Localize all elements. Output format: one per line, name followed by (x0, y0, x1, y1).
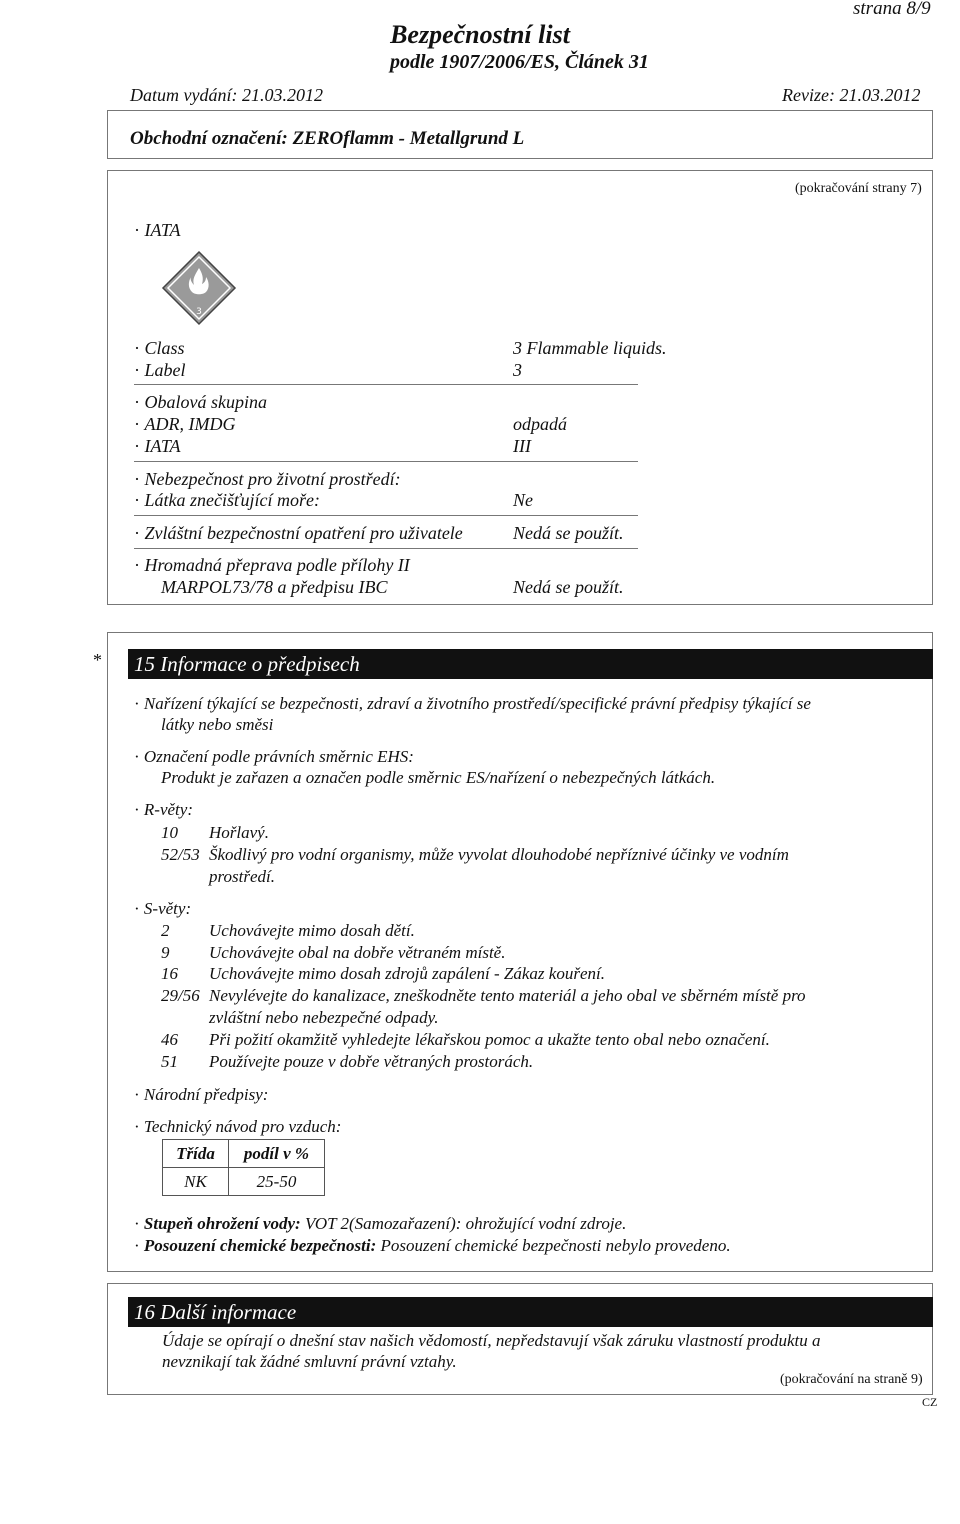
s-phrase-code: 9 (161, 943, 170, 962)
document-subtitle: podle 1907/2006/ES, Článek 31 (390, 51, 649, 73)
chemical-safety-line: · Posouzení chemické bezpečnosti: Posouzení chemické bezpečnosti nebylo provedeno. (134, 1236, 731, 1255)
table-header-class: Třída (163, 1140, 229, 1168)
section-16-heading: 16 Další informace (128, 1297, 933, 1327)
iata-packing-value: III (513, 436, 531, 456)
adr-imdg-value: odpadá (513, 414, 567, 434)
s-phrases-label: · S-věty: (134, 899, 192, 918)
r-phrases-label: · R-věty: (134, 800, 193, 819)
header-divider (107, 110, 933, 111)
packing-group-label: · Obalová skupina (134, 392, 267, 412)
s-phrase-text-cont: zvláštní nebo nebezpečné odpady. (209, 1008, 439, 1027)
trade-name: Obchodní označení: ZEROflamm - Metallgrund L (130, 128, 525, 149)
r-phrase-code: 52/53 (161, 845, 200, 864)
table-cell-share: 25-50 (229, 1168, 325, 1196)
table-cell-class: NK (163, 1168, 229, 1196)
change-marker: * (93, 650, 102, 670)
tech-guide-air-label: · Technický návod pro vzduch: (134, 1117, 342, 1136)
bulk-transport-label: · Hromadná přeprava podle přílohy II (134, 555, 410, 575)
env-hazard-label: · Nebezpečnost pro životní prostředí: (134, 469, 401, 489)
s-phrase-text: Uchovávejte mimo dosah zdrojů zapálení - Zákaz kouření. (209, 964, 605, 983)
issue-date: Datum vydání: 21.03.2012 (130, 85, 323, 105)
r-phrase-text: Škodlivý pro vodní organismy, může vyvolat dlouhodobé nepříznivé účinky ve vodním (209, 845, 789, 864)
r-phrase-text-cont: prostředí. (209, 867, 275, 886)
continuation-footer: (pokračování na straně 9) (780, 1372, 923, 1387)
label-value: 3 (513, 360, 522, 380)
s-phrase-code: 16 (161, 964, 178, 983)
class-label: · Class (134, 338, 185, 358)
marine-pollutant-label: · Látka znečišťující moře: (134, 490, 321, 510)
label-label: · Label (134, 360, 186, 380)
s-phrase-text: Uchovávejte mimo dosah dětí. (209, 921, 415, 940)
table-row (163, 1168, 325, 1196)
r-phrase-code: 10 (161, 823, 178, 842)
iata-packing-label: · IATA (134, 436, 181, 456)
s-phrase-code: 29/56 (161, 986, 200, 1005)
s-phrase-code: 51 (161, 1052, 178, 1071)
adr-imdg-label: · ADR, IMDG (134, 414, 236, 434)
s-phrase-code: 46 (161, 1030, 178, 1049)
header-divider-2 (107, 158, 933, 159)
section-15-heading: 15 Informace o předpisech (128, 649, 933, 679)
ehs-text: Produkt je zařazen a označen podle směrnic ES/nařízení o nebezpečných látkách. (161, 768, 716, 787)
regulations-line: · Nařízení týkající se bezpečnosti, zdraví a životního prostředí/specifické právní předpisy týkající se (134, 694, 811, 713)
r-phrase-text: Hořlavý. (209, 823, 269, 842)
section-16-text-2: nevznikají tak žádné smluvní právní vztahy. (162, 1352, 457, 1371)
page-number: strana 8/9 (853, 0, 931, 19)
water-hazard-line: · Stupeň ohrožení vody: VOT 2(Samozařazení): ohrožující vodní zdroje. (134, 1214, 627, 1233)
special-precautions-label: · Zvláštní bezpečnostní opatření pro uživatele (134, 523, 463, 543)
regulations-line-2: látky nebo směsi (161, 715, 274, 734)
section-16-text: Údaje se opírají o dnešní stav našich vědomostí, nepředstavují však záruku vlastností produktu a (162, 1331, 821, 1350)
ehs-label: · Označení podle právních směrnic EHS: (134, 747, 414, 766)
table-header-share: podíl v % (229, 1140, 325, 1168)
s-phrase-text: Uchovávejte obal na dobře větraném místě. (209, 943, 506, 962)
class-value: 3 Flammable liquids. (513, 338, 667, 358)
iata-heading: · IATA (134, 220, 181, 240)
bulk-transport-value: Nedá se použít. (513, 577, 624, 597)
language-code: CZ (922, 1395, 938, 1409)
special-precautions-value: Nedá se použít. (513, 523, 624, 543)
svg-text:3: 3 (196, 307, 202, 317)
document-title: Bezpečnostní list (390, 20, 570, 49)
s-phrase-text: Používejte pouze v dobře větraných prostorách. (209, 1052, 534, 1071)
revision-date: Revize: 21.03.2012 (782, 85, 921, 105)
air-class-table (162, 1139, 325, 1196)
marine-pollutant-value: Ne (513, 490, 533, 510)
flammable-liquid-diamond-icon (161, 250, 237, 326)
s-phrase-text: Nevylévejte do kanalizace, zneškodněte tento materiál a jeho obal ve sběrném místě pro (209, 986, 806, 1005)
s-phrase-code: 2 (161, 921, 170, 940)
table-header-row (163, 1140, 325, 1168)
s-phrase-text: Při požití okamžitě vyhledejte lékařskou pomoc a ukažte tento obal nebo označení. (209, 1030, 770, 1049)
continuation-note: (pokračování strany 7) (795, 181, 922, 196)
national-regulations-label: · Národní předpisy: (134, 1085, 269, 1104)
bulk-transport-label-2: MARPOL73/78 a předpisu IBC (161, 577, 388, 597)
